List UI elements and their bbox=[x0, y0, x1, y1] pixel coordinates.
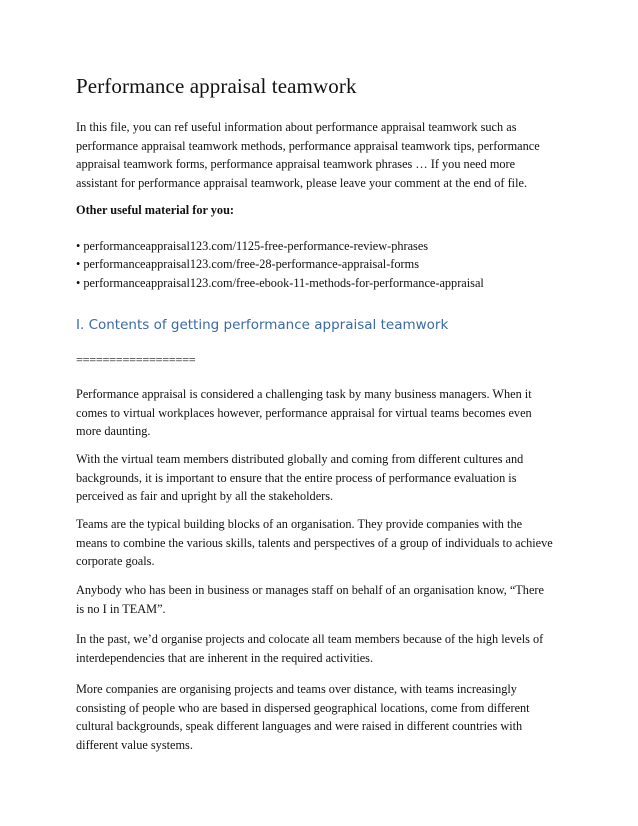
body-paragraph bbox=[76, 680, 576, 755]
paragraph-line: comes to virtual workplaces however, performance appraisal for virtual teams becomes even bbox=[76, 405, 532, 420]
intro-line: performance appraisal teamwork methods, performance appraisal teamwork tips, performance bbox=[76, 138, 540, 153]
intro-line: appraisal teamwork forms, performance appraisal teamwork phrases … If you need more bbox=[76, 157, 516, 172]
body-paragraph bbox=[76, 450, 576, 506]
intro-line: In this file, you can ref useful information about performance appraisal teamwork such as bbox=[76, 120, 517, 134]
paragraph-line: corporate goals. bbox=[76, 554, 155, 569]
intro-paragraph bbox=[76, 118, 576, 193]
paragraph-line: is no I in TEAM”. bbox=[76, 601, 166, 616]
paragraph-line: perceived as fair and upright by all the stakeholders. bbox=[76, 489, 334, 504]
body-paragraph bbox=[76, 581, 576, 618]
paragraph-line: backgrounds, it is important to ensure that the entire process of performance evaluation is bbox=[76, 470, 517, 485]
paragraph-line: In the past, we’d organise projects and colocate all team members because of the high levels of bbox=[76, 632, 544, 646]
paragraph-line: Teams are the typical building blocks of an organisation. They provide companies with the bbox=[76, 517, 523, 531]
other-material-heading: Other useful material for you: bbox=[76, 203, 235, 217]
paragraph-line: Anybody who has been in business or manages staff on behalf of an organisation know, “There bbox=[76, 583, 544, 597]
document-title: Performance appraisal teamwork bbox=[76, 74, 357, 98]
body-paragraph bbox=[76, 630, 576, 667]
paragraph-line: consisting of people who are based in dispersed geographical locations, come from different bbox=[76, 700, 530, 715]
paragraph-line: different value systems. bbox=[76, 738, 193, 753]
intro-line: assistant for performance appraisal teamwork, please leave your comment at the end of file. bbox=[76, 176, 528, 191]
paragraph-line: cultural backgrounds, speak different languages and were raised in different countries with bbox=[76, 719, 523, 734]
paragraph-line: More companies are organising projects and teams over distance, with teams increasingly bbox=[76, 682, 517, 696]
body-paragraph bbox=[76, 515, 576, 571]
useful-links-list bbox=[76, 237, 484, 292]
paragraph-line: means to combine the various skills, talents and perspectives of a group of individuals to achieve bbox=[76, 535, 553, 550]
separator-line: ================== bbox=[76, 353, 196, 367]
paragraph-line: more daunting. bbox=[76, 424, 151, 439]
section-heading: I. Contents of getting performance appraisal teamwork bbox=[76, 317, 449, 333]
paragraph-line: With the virtual team members distributed globally and coming from different cultures and bbox=[76, 452, 524, 466]
body-paragraph bbox=[76, 385, 576, 441]
paragraph-line: interdependencies that are inherent in the required activities. bbox=[76, 650, 374, 665]
useful-link[interactable]: • performanceappraisal123.com/1125-free-performance-review-phrases bbox=[76, 239, 429, 253]
useful-link[interactable]: • performanceappraisal123.com/free-28-performance-appraisal-forms bbox=[76, 257, 419, 272]
paragraph-line: Performance appraisal is considered a challenging task by many business managers. When it bbox=[76, 387, 532, 401]
useful-link[interactable]: • performanceappraisal123.com/free-ebook-11-methods-for-performance-appraisal bbox=[76, 275, 484, 290]
